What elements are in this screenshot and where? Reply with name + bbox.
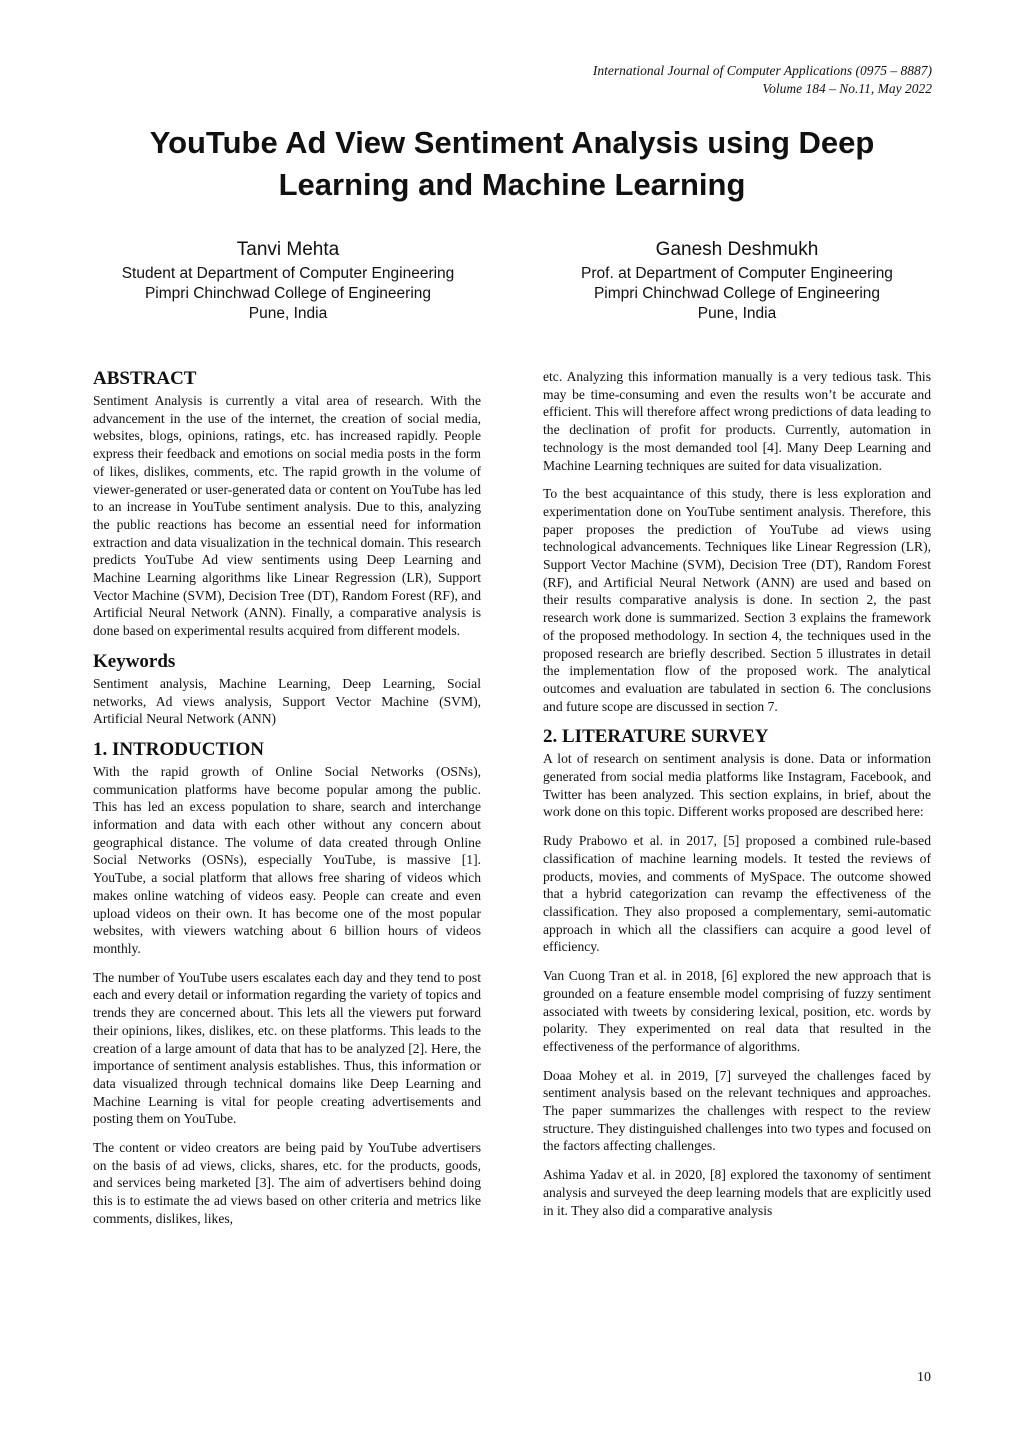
literature-paragraph: Rudy Prabowo et al. in 2017, [5] proposed a combined rule-based classification of machine learning models. It tested the reviews of products, movies, and comments of MySpace. The outcome showed that a hybrid categorization can revamp the effectiveness of the classification. They also proposed a complementary, semi-automatic approach in which all the classifiers can acquire a good level of efficiency. xyxy=(543,833,931,955)
author-college: Pimpri Chinchwad College of Engineering xyxy=(144,285,432,302)
literature-heading: 2. LITERATURE SURVEY xyxy=(543,726,769,748)
author-name: Ganesh Deshmukh xyxy=(655,239,819,260)
abstract-text: Sentiment Analysis is currently a vital area of research. With the advancement in the use of the internet, the creation of social media, websites, blogs, opinions, ratings, etc. has increased rapidly. People express their feedback and emotions on social media posts in the form of likes, dislikes, comments, etc. The rapid growth in the volume of viewer-generated or user-generated data or content on YouTube has led to an increase in YouTube sentiment analysis. Due to this, analyzing the public reactions has become an essential need for information extraction and data visualization in the technical domain. This research predicts YouTube Ad view sentiments using Deep Learning and Machine Learning algorithms like Linear Regression (LR), Support Vector Machine (SVM), Decision Tree (DT), Random Forest (RF), and Artificial Neural Network (ANN). Finally, a comparative analysis is done based on experimental results acquired from different models. xyxy=(93,393,481,639)
introduction-heading: 1. INTRODUCTION xyxy=(93,738,265,760)
author-role: Prof. at Department of Computer Engineering xyxy=(581,265,893,282)
literature-paragraph: Van Cuong Tran et al. in 2018, [6] explored the new approach that is grounded on a feature ensemble model comprising of fuzzy sentiment associated with tweets by considering lexical, position, etc. words by polarity. They experimented on real data that resulted in the effectiveness of the performance of algorithms. xyxy=(543,968,931,1054)
intro-paragraph: etc. Analyzing this information manually is a very tedious task. This may be time-consuming and even the results won’t be accurate and efficient. This will therefore affect wrong predictions of data leading to the declination of profit for products. Currently, automation in technology is the most demanded tool [4]. Many Deep Learning and Machine Learning techniques are suited for data visualization. xyxy=(543,369,931,473)
intro-paragraph: With the rapid growth of Online Social Networks (OSNs), communication platforms have become popular among the public. This has led an excess population to share, search and interchange information and data with each other without any concern about geographical distance. The volume of data created through Online Social Networks (OSNs), especially YouTube, is massive [1]. YouTube, a social platform that allows free sharing of videos which makes online watching of videos easy. People can create and even upload videos on their own. It has become one of the most popular websites, with viewers watching about 6 billion hours of videos monthly. xyxy=(93,763,481,956)
left-column xyxy=(93,368,481,1239)
keywords-heading: Keywords xyxy=(93,650,176,672)
keywords-text: Sentiment analysis, Machine Learning, Deep Learning, Social networks, Ad views analysis, Support Vector Machine (SVM), Artificial Neural Network (ANN) xyxy=(93,675,481,727)
abstract-heading: ABSTRACT xyxy=(93,368,197,389)
literature-paragraph: A lot of research on sentiment analysis is done. Data or information generated from social media platforms like Instagram, Facebook, and Twitter has been analyzed. This section explains, in brief, about the work done on this topic. Different works proposed are described here: xyxy=(543,751,931,820)
journal-volume: Volume 184 – No.11, May 2022 xyxy=(762,81,932,96)
author-city: Pune, India xyxy=(248,305,328,322)
intro-paragraph: The content or video creators are being paid by YouTube advertisers on the basis of ad views, clicks, shares, etc. for the products, goods, and services being marketed [3]. The aim of advertisers behind doing this is to estimate the ad views based on other criteria and metrics like comments, dislikes, likes, xyxy=(93,1140,481,1226)
author-city: Pune, India xyxy=(697,305,777,322)
intro-paragraph: To the best acquaintance of this study, there is less exploration and experimentation done on YouTube sentiment analysis. Therefore, this paper proposes the prediction of YouTube ad views using technological advancements. Techniques like Linear Regression (LR), Support Vector Machine (SVM), Decision Tree (DT), Random Forest (RF), and Artificial Neural Network (ANN) are used and based on their results comparative analysis is done. In section 2, the past research work done is summarized. Section 3 explains the framework of the proposed methodology. In section 4, the techniques used in the proposed research are briefly described. Section 5 illustrates in detail the implementation flow of the proposed work. The analytical outcomes and evaluation are tabulated in section 6. The conclusions and future scope are discussed in section 7. xyxy=(543,486,931,714)
author-college: Pimpri Chinchwad College of Engineering xyxy=(593,285,881,302)
journal-header xyxy=(593,62,932,98)
author-block-1 xyxy=(78,238,498,324)
intro-paragraph: The number of YouTube users escalates each day and they tend to post each and every detail or information regarding the variety of topics and trends they are concerned about. This lets all the viewers put forward their opinions, likes, dislikes, etc. on these platforms. This leads to the creation of a large amount of data that has to be analyzed [2]. Here, the importance of sentiment analysis establishes. Thus, this information or data visualized through technical domains like Deep Learning and Machine Learning is vital for people creating advertisements and posting them on YouTube. xyxy=(93,969,481,1127)
author-name: Tanvi Mehta xyxy=(236,239,340,260)
literature-paragraph: Doaa Mohey et al. in 2019, [7] surveyed the challenges faced by sentiment analysis based on the relevant techniques and approaches. The paper summarizes the challenges with respect to the review structure. They distinguished challenges into two types and focused on the factors affecting challenges. xyxy=(543,1067,931,1154)
title-line-2: Learning and Machine Learning xyxy=(278,167,746,202)
page-number: 10 xyxy=(917,1370,931,1385)
title-line-1: YouTube Ad View Sentiment Analysis using Deep xyxy=(149,125,875,160)
literature-paragraph: Ashima Yadav et al. in 2020, [8] explored the taxonomy of sentiment analysis and surveyed the deep learning models that are explicitly used in it. They also did a comparative analysis xyxy=(543,1167,931,1218)
author-block-2 xyxy=(527,238,947,324)
paper-title xyxy=(60,122,964,206)
author-role: Student at Department of Computer Engineering xyxy=(121,265,455,282)
journal-name: International Journal of Computer Applications (0975 – 8887) xyxy=(592,63,932,78)
right-column xyxy=(543,368,931,1230)
